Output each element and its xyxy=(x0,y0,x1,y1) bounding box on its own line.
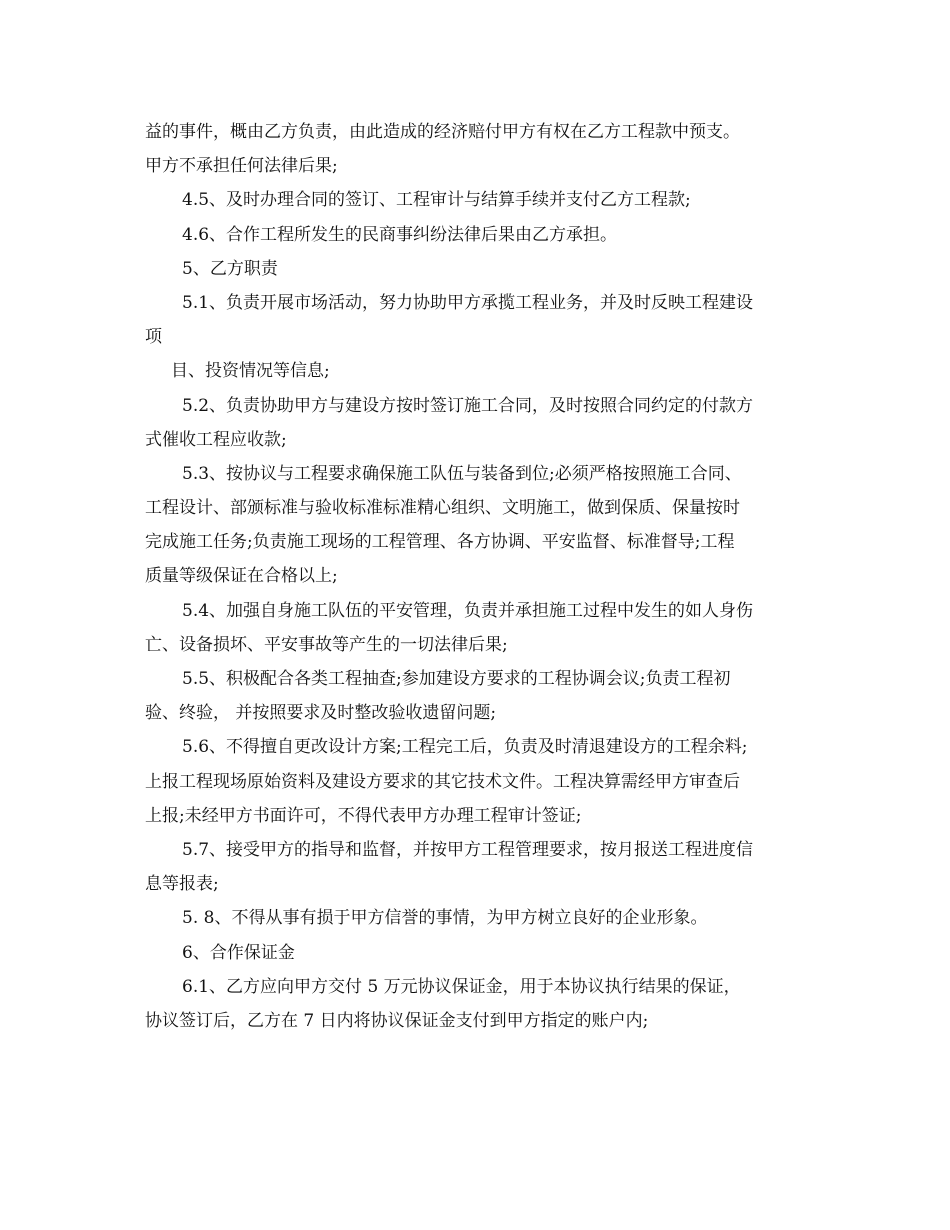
clause-4-5: 4.5、及时办理合同的签订、工程审计与结算手续并支付乙方工程款; xyxy=(182,190,691,211)
text-line: 上报;未经甲方书面许可，不得代表甲方办理工程审计签证; xyxy=(145,805,582,826)
text-line: 式催收工程应收款; xyxy=(145,429,287,450)
text-line: 工程设计、部颁标准与验收标准标准精心组织、文明施工，做到保质、保量按时 xyxy=(145,498,740,519)
clause-5-3: 5.3、按协议与工程要求确保施工队伍与装备到位;必须严格按照施工合同、 xyxy=(182,463,742,484)
text-line: 益的事件，概由乙方负责，由此造成的经济赔付甲方有权在乙方工程款中预支。 xyxy=(145,122,740,142)
text-line: 项 xyxy=(145,327,162,348)
text-line: 息等报表; xyxy=(145,874,219,895)
text-line: 完成施工任务;负责施工现场的工程管理、各方协调、平安监督、标准督导;工程 xyxy=(145,532,735,553)
clause-6-1: 6.1、乙方应向甲方交付 5 万元协议保证金，用于本协议执行结果的保证， xyxy=(182,976,741,997)
text-line: 质量等级保证在合格以上; xyxy=(145,566,338,587)
text-line: 上报工程现场原始资料及建设方要求的其它技术文件。工程决算需经甲方审查后 xyxy=(145,771,740,792)
text-line: 亡、设备损坏、平安事故等产生的一切法律后果; xyxy=(145,634,508,655)
section-heading-5: 5、乙方职责 xyxy=(182,258,278,279)
clause-5-2: 5.2、负责协助甲方与建设方按时签订施工合同，及时按照合同约定的付款方 xyxy=(182,395,754,416)
clause-5-7: 5.7、接受甲方的指导和监督，并按甲方工程管理要求，按月报送工程进度信 xyxy=(182,839,754,860)
clause-5-4: 5.4、加强自身施工队伍的平安管理，负责并承担施工过程中发生的如人身伤 xyxy=(182,600,754,621)
clause-5-6: 5.6、不得擅自更改设计方案;工程完工后，负责及时清退建设方的工程余料; xyxy=(182,737,748,758)
text-line: 协议签订后，乙方在 7 日内将协议保证金支付到甲方指定的账户内; xyxy=(145,1010,649,1031)
document-body xyxy=(145,115,815,1038)
text-line: 目、投资情况等信息; xyxy=(171,361,330,382)
clause-5-1: 5.1、负责开展市场活动，努力协助甲方承揽工程业务，并及时反映工程建设 xyxy=(182,292,754,313)
clause-5-8: 5. 8、不得从事有损于甲方信誉的事情，为甲方树立良好的企业形象。 xyxy=(182,908,708,929)
clause-4-6: 4.6、合作工程所发生的民商事纠纷法律后果由乙方承担。 xyxy=(182,224,618,245)
section-heading-6: 6、合作保证金 xyxy=(182,942,295,963)
text-line: 甲方不承担任何法律后果; xyxy=(145,156,338,177)
clause-5-5: 5.5、积极配合各类工程抽查;参加建设方要求的工程协调会议;负责工程初 xyxy=(182,669,731,689)
text-line: 验、终验， 并按照要求及时整改验收遗留问题; xyxy=(145,703,497,724)
